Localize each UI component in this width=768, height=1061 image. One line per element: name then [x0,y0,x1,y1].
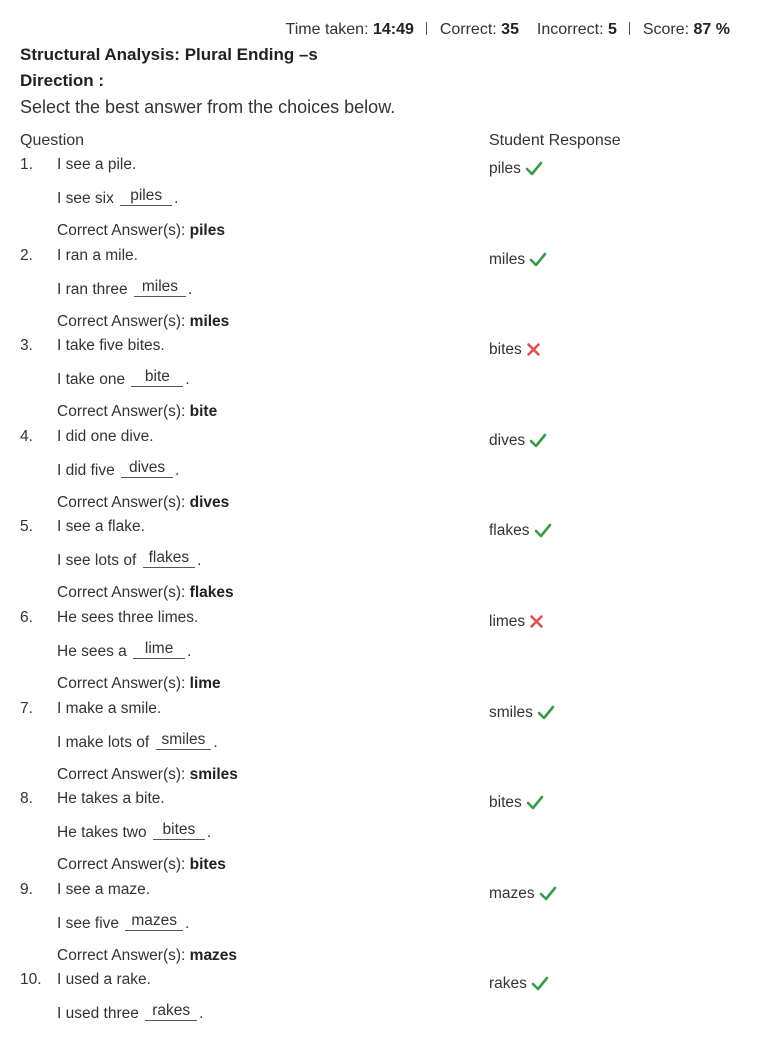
answer-blank: dives [121,459,173,478]
divider [629,22,630,35]
correct-answer-label: Correct Answer(s): [57,403,186,421]
student-response-text: flakes [489,522,530,540]
student-response [489,975,549,996]
score-value: 87 % [693,21,730,38]
student-response-text: bites [489,341,522,359]
question-prompt: I see a maze. [57,880,151,898]
correct-answer-value: mazes [189,946,238,964]
correct-answer [57,675,221,693]
answer-blank: bites [153,821,205,840]
correct-answer [57,403,217,421]
sentence-text: I see lots of [57,552,137,570]
question-item [0,337,768,427]
incorrect-count-label: Incorrect: [536,21,604,38]
sentence-end: . [187,280,193,298]
answer-blank: flakes [143,549,196,568]
correct-answer-value: miles [189,312,230,330]
question-prompt: I take five bites. [57,337,165,355]
time-label: Time taken: [285,21,369,38]
response-column-header: Student Response [489,132,621,149]
sentence-end: . [199,1005,204,1023]
student-response-text: smiles [489,703,533,721]
sentence-text: I see five [57,914,120,932]
answer-blank: mazes [125,912,183,931]
correct-answer-value: lime [189,675,221,692]
answer-blank: smiles [156,731,212,750]
time-value: 14:49 [372,21,414,38]
cross-icon [526,342,541,362]
student-response [489,794,544,815]
cross-icon [529,614,544,634]
checkmark-icon [525,161,543,181]
correct-answer-label: Correct Answer(s): [57,493,186,511]
student-response-text: dives [489,431,526,449]
correct-answer [57,494,229,512]
correct-answer-label: Correct Answer(s): [57,946,186,964]
question-prompt: He sees three limes. [57,609,199,626]
question-sentence [57,1002,204,1024]
question-item [0,790,768,880]
correct-answer-label: Correct Answer(s): [57,675,186,692]
correct-answer-value: bite [189,403,218,421]
score-summary [286,21,730,39]
question-column-header: Question [20,132,85,149]
student-response [489,522,552,543]
question-item [0,518,768,608]
student-response [489,251,547,272]
question-item [0,609,768,699]
correct-answer-label: Correct Answer(s): [57,222,186,239]
checkmark-icon [529,433,547,453]
student-response-text: piles [489,160,521,177]
student-response-text: rakes [489,975,527,993]
student-response [489,704,555,725]
question-number: 7. [20,699,33,717]
sentence-text: He takes two [57,824,147,842]
student-response-text: limes [489,613,526,630]
checkmark-icon [526,795,544,815]
page-title: Structural Analysis: Plural Ending –s [20,45,318,64]
sentence-end: . [185,371,190,389]
correct-answer [57,584,234,602]
sentence-end: . [206,824,212,842]
direction-text: Select the best answer from the choices below. [20,97,396,117]
student-response [489,160,543,181]
question-number: 10. [20,971,42,989]
correct-answer-value: piles [189,222,225,239]
score-label: Score: [642,21,690,38]
correct-answer-label: Correct Answer(s): [57,584,186,602]
question-item [0,247,768,337]
question-sentence [57,730,218,753]
correct-answer-label: Correct Answer(s): [57,312,186,330]
question-prompt: I see a pile. [57,156,137,173]
student-response-text: mazes [489,884,535,902]
sentence-end: . [197,552,202,570]
sentence-end: . [187,643,192,660]
question-sentence [57,640,192,662]
student-response [489,341,541,362]
answer-blank: miles [134,278,186,297]
answer-blank: piles [120,187,172,206]
answer-blank: bite [131,368,183,387]
correct-answer-label: Correct Answer(s): [57,856,186,874]
correct-answer [57,947,237,965]
checkmark-icon [531,976,549,996]
checkmark-icon [529,252,547,272]
student-response [489,613,544,634]
direction-label: Direction : [20,71,105,90]
sentence-end: . [185,914,190,932]
question-number: 6. [20,609,33,626]
sentence-text: He sees a [57,643,127,660]
correct-answer [57,856,226,874]
correct-answer-value: bites [189,856,226,874]
question-sentence [57,277,193,300]
correct-answer [57,222,225,240]
question-item [0,156,768,246]
question-number: 8. [20,790,33,808]
question-prompt: I see a flake. [57,518,145,536]
question-number: 2. [20,246,33,264]
student-response-text: bites [489,794,522,812]
question-prompt: I ran a mile. [57,246,138,264]
question-prompt: I make a smile. [57,699,162,717]
question-number: 3. [20,337,33,355]
correct-answer [57,766,238,784]
question-sentence [57,821,212,843]
question-prompt: I did one dive. [57,427,154,445]
correct-answer-value: flakes [189,584,234,602]
question-prompt: I used a rake. [57,971,151,989]
sentence-end: . [175,461,180,479]
correct-answer-label: Correct Answer(s): [57,765,186,783]
answer-blank: lime [133,640,185,659]
question-prompt: He takes a bite. [57,790,165,808]
incorrect-count-value: 5 [608,21,617,38]
question-item [0,881,768,971]
sentence-text: I ran three [57,280,128,298]
question-sentence [57,368,190,390]
question-sentence [57,458,180,481]
question-item [0,700,768,790]
question-item [0,971,768,1061]
sentence-end: . [174,190,179,207]
correct-answer-value: dives [189,493,230,511]
divider [426,22,427,35]
question-number: 9. [20,880,33,898]
sentence-text: I make lots of [57,733,150,751]
student-response [489,432,547,453]
sentence-text: I used three [57,1005,139,1023]
question-number: 1. [20,156,33,173]
answer-blank: rakes [145,1002,197,1021]
question-number: 4. [20,427,33,445]
checkmark-icon [539,886,557,906]
question-item [0,428,768,518]
correct-answer [57,313,229,331]
sentence-end: . [213,733,218,751]
sentence-text: I take one [57,371,126,389]
student-response-text: miles [489,250,526,268]
correct-answer-value: smiles [189,765,238,783]
correct-count-label: Correct: [439,21,497,38]
student-response [489,885,557,906]
sentence-text: I did five [57,461,115,479]
question-sentence [57,187,179,209]
question-sentence [57,549,202,571]
sentence-text: I see six [57,190,114,207]
question-sentence [57,911,190,934]
checkmark-icon [537,705,555,725]
correct-count-value: 35 [501,21,519,38]
question-number: 5. [20,518,33,536]
checkmark-icon [534,523,552,543]
